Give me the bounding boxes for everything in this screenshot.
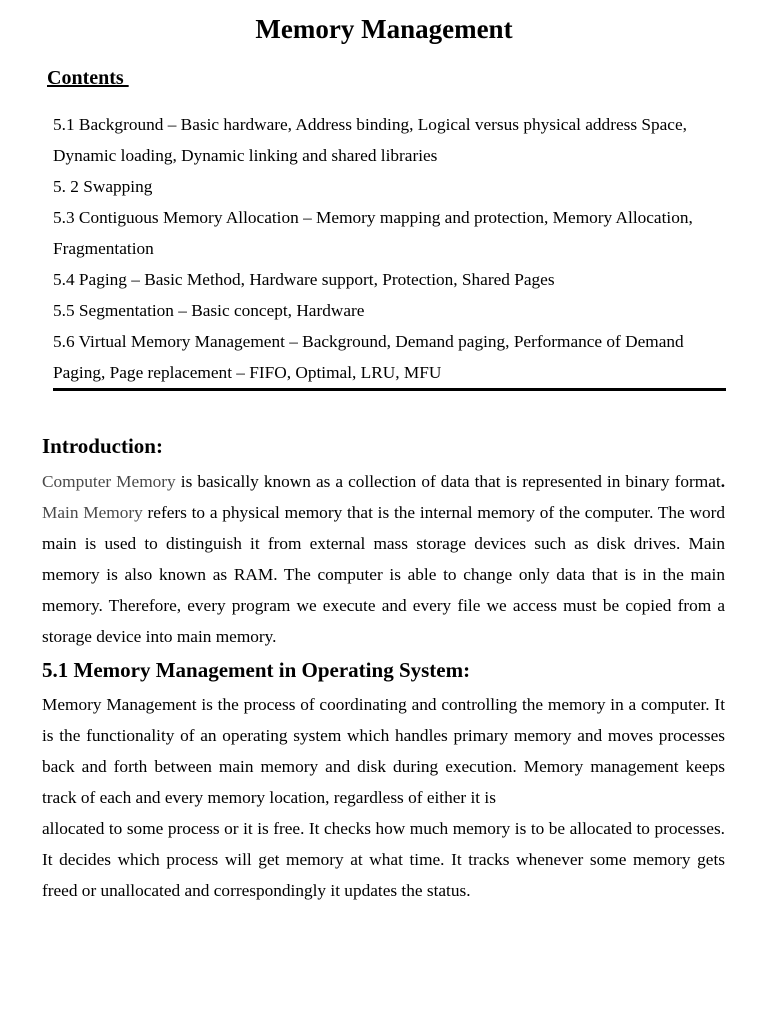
toc-item-5-5: 5.5 Segmentation – Basic concept, Hardware	[53, 301, 365, 320]
introduction-text-1: is basically known as a collection of data that is represented in binary format	[175, 472, 721, 491]
memory-management-os-heading: 5.1 Memory Management in Operating System:	[42, 658, 471, 682]
memory-management-text-1	[42, 689, 725, 813]
main-memory-term: Main Memory	[42, 503, 143, 522]
memory-management-text-2: allocated to some process or it is free. It checks how much memory is to be allocated to processes. It decides which process will get memory at what time. It tracks whenever some memory gets freed or unallocated and correspondingly it updates the status.	[42, 819, 725, 900]
toc-item-5-3: 5.3 Contiguous Memory Allocation – Memory mapping and protection, Memory Allocation, Fragmentation	[53, 208, 693, 258]
toc-item-5-2: 5. 2 Swapping	[53, 177, 153, 196]
contents-heading: Contents	[47, 67, 129, 89]
introduction-heading: Introduction:	[42, 434, 163, 458]
memory-management-text-1-inner: Memory Management is the process of coordinating and controlling the memory in a computer. It is the functionality of an operating system which handles primary memory and moves processes back and forth between main memory and disk during execution. Memory management keeps track of each and every memory location, regardless of either it is	[42, 695, 725, 807]
introduction-period: .	[720, 472, 726, 491]
table-of-contents	[53, 109, 726, 391]
toc-item-5-4: 5.4 Paging – Basic Method, Hardware support, Protection, Shared Pages	[53, 270, 555, 289]
computer-memory-term: Computer Memory	[42, 472, 176, 491]
toc-item-5-6: 5.6 Virtual Memory Management – Background, Demand paging, Performance of Demand Paging, Page replacement – FIFO, Optimal, LRU, MFU	[53, 332, 684, 382]
memory-management-paragraph	[42, 689, 725, 906]
introduction-paragraph	[42, 466, 725, 652]
introduction-text-2: refers to a physical memory that is the internal memory of the computer. The word main is used to distinguish it from external mass storage devices such as disk drives. Main memory is also known as RAM. The computer is able to change only data that is in the main memory. Therefore, every program we execute and every file we access must be copied from a storage device into main memory.	[42, 503, 725, 646]
toc-item-5-1: 5.1 Background – Basic hardware, Address binding, Logical versus physical address Space, Dynamic loading, Dynamic linking and shared libraries	[53, 115, 687, 165]
page-title: Memory Management	[255, 14, 513, 44]
